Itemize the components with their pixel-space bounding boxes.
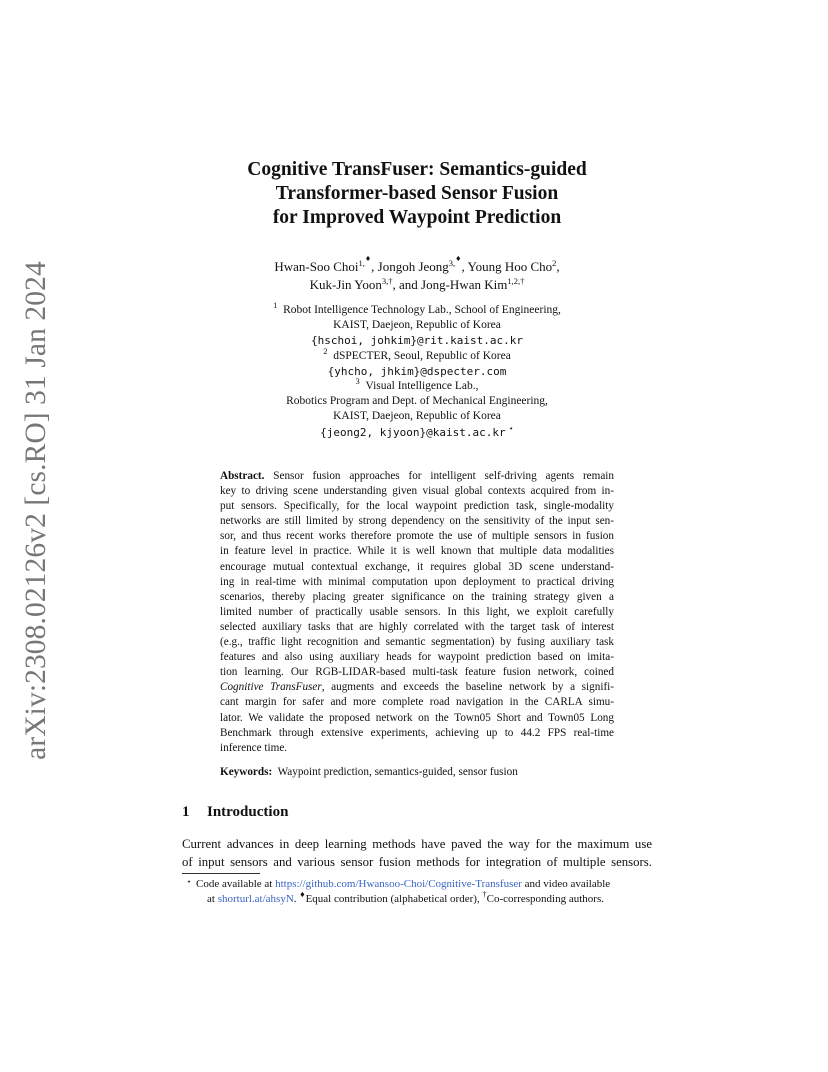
abstract-line: limited number of practically usable sensors. In this light, we exploit carefully [220, 605, 614, 618]
author-affil-sup: 1,2,† [507, 276, 525, 286]
abstract-line: (e.g., traffic light recognition and semantic segmentation) by fusing auxiliary task [220, 636, 614, 649]
abstract-label: Abstract. [220, 470, 265, 482]
author-row: Hwan-Soo Choi$^{1,^♦}$, Jongoh Jeong$^{3,^♦}$, Young Hoo Cho$^2$, [274, 255, 560, 274]
body-line: Current advances in deep learning methods have paved the way for the maximum use [182, 837, 652, 851]
equal-contribution-diamond: ♦ [299, 891, 306, 899]
section-title: Introduction [207, 804, 289, 820]
author-name: Hwan-Soo Choi [274, 259, 359, 274]
abstract-line: networks are still limited by strong dependency on the sensitivity of the input sen- [220, 515, 614, 528]
footnote-divider [182, 873, 260, 874]
author-affil-sup: 1,♦ [358, 255, 372, 268]
intro-paragraph [182, 835, 652, 871]
abstract-line: Abstract. Sensor fusion approaches for intelligent self-driving agents remain [220, 470, 615, 482]
abstract-line: scenarios, thereby placing greater significance on the training strategy given a [220, 590, 614, 603]
author-affil-sup: 3,♦ [448, 255, 462, 268]
video-link[interactable]: shorturl.at/ahsyN [217, 893, 294, 905]
abstract-line: put sensors. Specifically, for the local waypoint prediction task, single-modality [220, 500, 614, 513]
abstract-line: Cognitive TransFuser, augments and exceeds the baseline network by a signifi- [220, 681, 614, 694]
footnote-line: ⋆ Code available at https://github.com/Hwansoo-Choi/Cognitive-Transfuser and video available [186, 877, 611, 890]
abstract-line: inference time. [220, 741, 288, 754]
abstract-line: tion learning. Our RGB-LIDAR-based multi-task feature fusion network, coined [220, 666, 614, 679]
abstract-line: Benchmark through extensive experiments, achieving up to 44.2 FPS real-time [220, 726, 614, 739]
abstract-line: selected auxiliary tasks that are highly correlated with the target task of interest [220, 620, 614, 633]
abstract-line: key to driving scene understanding given visual global contexts acquired from in- [220, 485, 614, 498]
abstract-line: in feature level in practice. While it is well known that multiple data modalities [220, 545, 614, 558]
footnote-line: at shorturl.at/ahsyN. ♦Equal contribution (alphabetical order), †Co-corresponding authors. [207, 889, 604, 905]
affiliation-1-email: {hschoi, johkim}@rit.kaist.ac.kr [311, 334, 523, 348]
affiliation-3-email: {jeong2, kjyoon}@kaist.ac.kr ⋆ [320, 422, 514, 439]
body-line: of input sensors and various sensor fusion methods for integration of multiple sensors. [182, 855, 652, 869]
abstract-line: cant margin for safer and more complete road navigation in the CARLA simu- [220, 696, 614, 709]
section-number: 1 [182, 804, 190, 820]
affiliation-2: $^2$ dSPECTER, Seoul, Republic of Korea [323, 345, 511, 362]
affiliation-2-email: {yhcho, jhkim}@dspecter.com [327, 364, 507, 378]
abstract-line: ing in real-time with minimal computation upon deployment to practical driving [220, 575, 614, 588]
keywords-text: Waypoint prediction, semantics-guided, sensor fusion [277, 766, 518, 778]
title-line: Cognitive TransFuser: Semantics-guided [247, 159, 587, 180]
affiliation-1: $^1$ Robot Intelligence Technology Lab., School of Engineering, [273, 300, 561, 316]
arxiv-sidebar-stamp [14, 260, 58, 760]
author-list [182, 255, 652, 294]
affiliation-1-location: KAIST, Daejeon, Republic of Korea [333, 319, 501, 332]
author-name: Jong-Hwan Kim [421, 277, 508, 292]
arxiv-identifier: arXiv:2308.02126v2 [cs.RO] 31 Jan 2024 [19, 260, 52, 760]
author-row: Kuk-Jin Yoon$^{3,\dagger}$, and Jong-Hwan Kim$^{1,2,\dagger}$ [309, 276, 525, 292]
abstract-line: features and also using auxiliary heads for waypoint prediction based on imita- [220, 651, 614, 664]
affiliation-3-dept: Robotics Program and Dept. of Mechanical Engineering, [286, 395, 548, 408]
paper-page [182, 0, 652, 1072]
author-name: Young Hoo Cho [467, 259, 553, 274]
footnote [182, 877, 652, 907]
equal-contribution-diamond: ♦ [455, 255, 462, 263]
keywords-label: Keywords: [220, 766, 273, 778]
abstract-line: lator. We validate the proposed network on the Town05 Short and Town05 Long [220, 711, 614, 724]
author-name: Kuk-Jin Yoon [309, 277, 382, 292]
equal-contribution-diamond: ♦ [364, 255, 372, 263]
title-line: Transformer-based Sensor Fusion [275, 183, 559, 204]
abstract-line: sor, and thus recent works therefore promote the use of multiple sensors in fusion [220, 530, 614, 543]
affiliation-3: $^3$ Visual Intelligence Lab., [355, 376, 479, 393]
affiliations [182, 300, 652, 441]
section-heading [182, 804, 288, 821]
author-name: Jongoh Jeong [377, 259, 449, 274]
author-affil-sup: 2 [552, 258, 557, 268]
method-name: Cognitive TransFuser [220, 681, 322, 694]
footnote-star-mark: ⋆ [508, 422, 514, 433]
affiliation-3-location: KAIST, Daejeon, Republic of Korea [333, 410, 501, 423]
title-line: for Improved Waypoint Prediction [272, 207, 562, 228]
dagger-mark: † [482, 889, 487, 899]
author-affil-sup: 3,† [381, 276, 393, 286]
code-link[interactable]: https://github.com/Hwansoo-Choi/Cognitive-Transfuser [275, 878, 522, 890]
abstract-line: encourage mutual contextual exchange, it requires global 3D scene understand- [220, 560, 614, 573]
paper-title [182, 158, 652, 230]
keywords [220, 765, 614, 780]
abstract [220, 469, 614, 756]
